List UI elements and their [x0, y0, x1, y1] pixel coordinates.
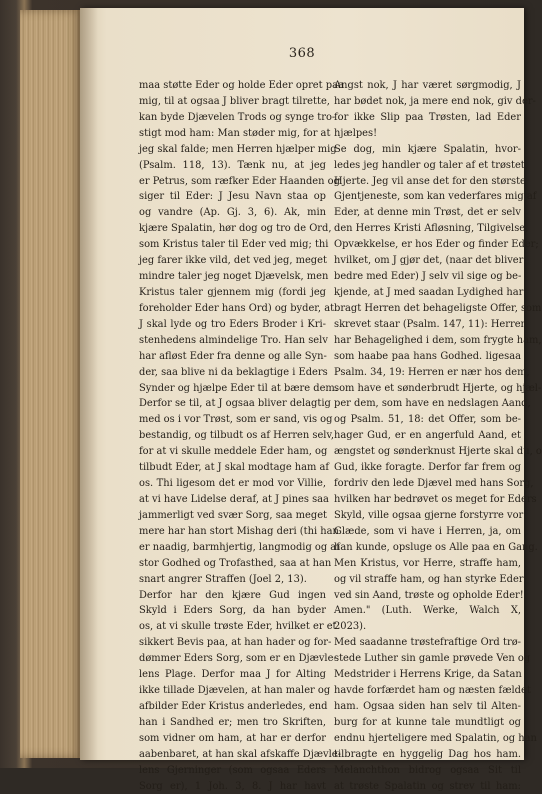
- text-line: som vidner om ham, at har er derfor: [139, 732, 326, 744]
- text-line: Skyld i Eders Sorg, da han byder: [139, 605, 326, 617]
- text-line: Derfor har den kjære Gud ingen: [139, 589, 326, 601]
- text-line: os, at vi skulle trøste Eder, hvilket er et: [139, 621, 337, 633]
- text-line: kjære Spalatin, hør dog og tro de Ord,: [139, 223, 332, 235]
- text-line: Amen." (Luth. Werke, Walch X,: [334, 605, 521, 617]
- text-line: havde forfærdet ham og næsten fældet: [334, 685, 531, 697]
- text-line: Med saadanne trøstefraftige Ord trø-: [334, 637, 521, 649]
- text-line: kan byde Djævelen Trods og synge tro-: [139, 111, 336, 123]
- text-line: ikke tillade Djævelen, at han maler og: [139, 685, 331, 697]
- text-line: Angst nok, J har været sørgmodig, J: [334, 80, 521, 91]
- text-line: snart angrer Straffen (Joel 2, 13).: [139, 573, 307, 585]
- text-line: Hjerte. Jeg vil anse det for den største: [334, 175, 526, 187]
- text-line: os. Thi ligesom det er mod vor Villie,: [139, 478, 326, 490]
- text-line: ængstet og sønderknust Hjerte skal du, o: [334, 446, 542, 458]
- text-line: Se dog, min kjære Spalatin, hvor-: [334, 143, 521, 155]
- text-line: er Petrus, som ræfker Eder Haanden og: [139, 175, 340, 187]
- text-line: fordriv den lede Djævel med hans Sorg,: [334, 478, 534, 490]
- text-line: med os i vor Trøst, som er sand, vis og: [139, 414, 333, 426]
- text-line: Opvækkelse, er hos Eder og finder Eder;: [334, 239, 539, 251]
- text-line: jammerligt ved svær Sorg, saa meget: [139, 509, 328, 521]
- text-line: J skal lyde og tro Eders Broder i Kri-: [139, 318, 326, 330]
- text-line: der, saa blive ni da beklagtige i Eders: [139, 366, 328, 378]
- text-line: Men Kristus, vor Herre, straffe ham,: [334, 557, 521, 569]
- text-line: siger til Eder: J Jesu Navn staa op: [139, 191, 326, 203]
- text-line: Eder, at denne min Trøst, det er selv: [334, 207, 521, 219]
- text-line: Gjentjeneste, som kan vederfares mig af: [334, 191, 537, 203]
- book-page: [80, 8, 542, 792]
- text-line: og vandre (Ap. Gj. 3, 6). Ak, min: [139, 207, 326, 219]
- text-line: hager Gud, er en angerfuld Aand, et: [334, 430, 521, 442]
- text-line: bestandig, og tilbudt os af Herren selv,: [139, 430, 335, 442]
- text-line: Gud, ikke foragte. Derfor far frem og: [334, 462, 521, 474]
- text-line: som have et sønderbrudt Hjerte, og hjæl-: [334, 382, 542, 394]
- text-line: bragt Herren det behageligste Offer, som: [334, 302, 542, 314]
- text-line: mig, til at ogsaa J bliver bragt tilrette,: [139, 95, 330, 107]
- text-line: lens Plage. Derfor maa J for Alting: [139, 669, 326, 681]
- text-line: ved sin Aand, trøste og opholde Eder!: [334, 589, 524, 601]
- text-line: per dem, som have en nedslagen Aand,: [334, 398, 531, 410]
- text-line: foreholder Eder hans Ord) og byder, at: [139, 302, 335, 314]
- text-line: burg for at kunne tale mundtligt og: [334, 716, 521, 728]
- text-line: mindre taler jeg noget Djævelsk, men: [139, 271, 329, 283]
- text-line: har Behagelighed i dem, som frygte ham,: [334, 334, 542, 346]
- text-line: lens Gjerninger (som ogsaa Eders: [139, 764, 326, 776]
- text-line: har bødet nok, ja mere end nok, giv der-: [334, 95, 536, 107]
- text-line: skrevet staar (Psalm. 147, 11): Herren: [334, 318, 527, 330]
- text-line: Glæde, som vi have i Herren, ja, om: [334, 525, 521, 537]
- text-line: ledes jeg handler og taler af et trøstet: [334, 159, 525, 171]
- text-line: tilbudt Eder, at J skal modtage ham af: [139, 462, 330, 474]
- text-line: tilbragte en hyggelig Dag hos ham.: [334, 748, 521, 760]
- text-line: han i Sandhed er; men tro Skriften,: [139, 716, 326, 728]
- text-line: for ikke Slip paa Trøsten, lad Eder: [334, 111, 521, 123]
- text-line: jeg farer ikke vild, det ved jeg, meget: [139, 255, 327, 267]
- text-line: Sorg er), 1 Joh. 3, 8. J har havt: [139, 780, 326, 792]
- left-text-column: [139, 78, 344, 794]
- text-line: mere har han stort Mishag deri (thi han: [139, 525, 339, 537]
- page-number: 368: [288, 46, 316, 61]
- text-line: sikkert Bevis paa, at han hader og for-: [139, 637, 332, 649]
- text-line: Psalm. 34, 19: Herren er nær hos dem,: [334, 366, 530, 378]
- text-line: at trøste Spalatin og strev til ham:: [334, 780, 521, 792]
- text-line: for at vi skulle meddele Eder ham, og: [139, 446, 328, 458]
- text-line: stede Luther sin gamle prøvede Ven og: [334, 653, 531, 665]
- text-line: hvilken har bedrøvet os meget for Eders: [334, 493, 537, 505]
- book-page-edges: [20, 10, 82, 758]
- text-line: maa støtte Eder og holde Eder opret paa: [139, 80, 344, 91]
- text-line: afbilder Eder Kristus anderledes, end: [139, 700, 328, 712]
- text-line: har afløst Eder fra denne og alle Syn-: [139, 350, 327, 362]
- text-line: Synder og hjælpe Eder til at bære dem.: [139, 382, 338, 394]
- text-line: bedre med Eder) J selv vil sige og be-: [334, 271, 522, 283]
- text-line: den Herres Kristi Afløsning, Tilgivelse,: [334, 223, 529, 235]
- text-line: aabenbaret, at han skal afskaffe Djævle-: [139, 748, 341, 760]
- text-line: endnu hjerteligere med Spalatin, og han: [334, 732, 537, 744]
- text-line: dømmer Eders Sorg, som er en Djævle-: [139, 653, 337, 665]
- text-line: ham. Ogsaa siden han selv til Alten-: [334, 700, 521, 712]
- text-line: og Psalm. 51, 18: det Offer, som be-: [334, 414, 521, 426]
- text-line: er naadig, barmhjertig, langmodig og af: [139, 541, 340, 553]
- text-line: som Kristus taler til Eder ved mig; thi: [139, 239, 329, 251]
- text-line: Medstrider i Herrens Krige, da Satan: [334, 669, 522, 681]
- text-line: Skyld, ville ogsaa gjerne forstyrre vor: [334, 509, 524, 521]
- text-line: jeg skal falde; men Herren hjælper mig: [139, 143, 337, 155]
- text-line: (Psalm. 118, 13). Tænk nu, at jeg: [139, 159, 326, 171]
- text-line: Derfor se til, at J ogsaa bliver delagtig: [139, 398, 331, 410]
- text-line: Melanchthon bidrog ogsaa Sit til: [334, 764, 521, 776]
- text-line: hjælpes!: [334, 127, 378, 139]
- text-line: kjende, at J med saadan Lydighed har: [334, 286, 524, 298]
- text-line: og vil straffe ham, og han styrke Eder: [334, 573, 524, 585]
- text-line: stigt mod ham: Man støder mig, for at: [139, 127, 331, 139]
- text-line: stenhedens almindelige Tro. Han selv: [139, 334, 328, 346]
- text-line: Kristus taler gjennem mig (fordi jeg: [139, 286, 326, 298]
- text-line: 2023).: [334, 621, 367, 633]
- text-line: hvilket, om J gjør det, (naar det bliver: [334, 255, 524, 267]
- right-text-column: [334, 78, 542, 794]
- text-line: han kunde, opsluge os Alle paa en Gang.: [334, 541, 538, 553]
- text-line: at vi have Lidelse deraf, at J pines saa: [139, 493, 329, 505]
- text-line: som haabe paa hans Godhed. ligesaa: [334, 350, 521, 362]
- text-line: stor Godhed og Trofasthed, saa at han: [139, 557, 332, 569]
